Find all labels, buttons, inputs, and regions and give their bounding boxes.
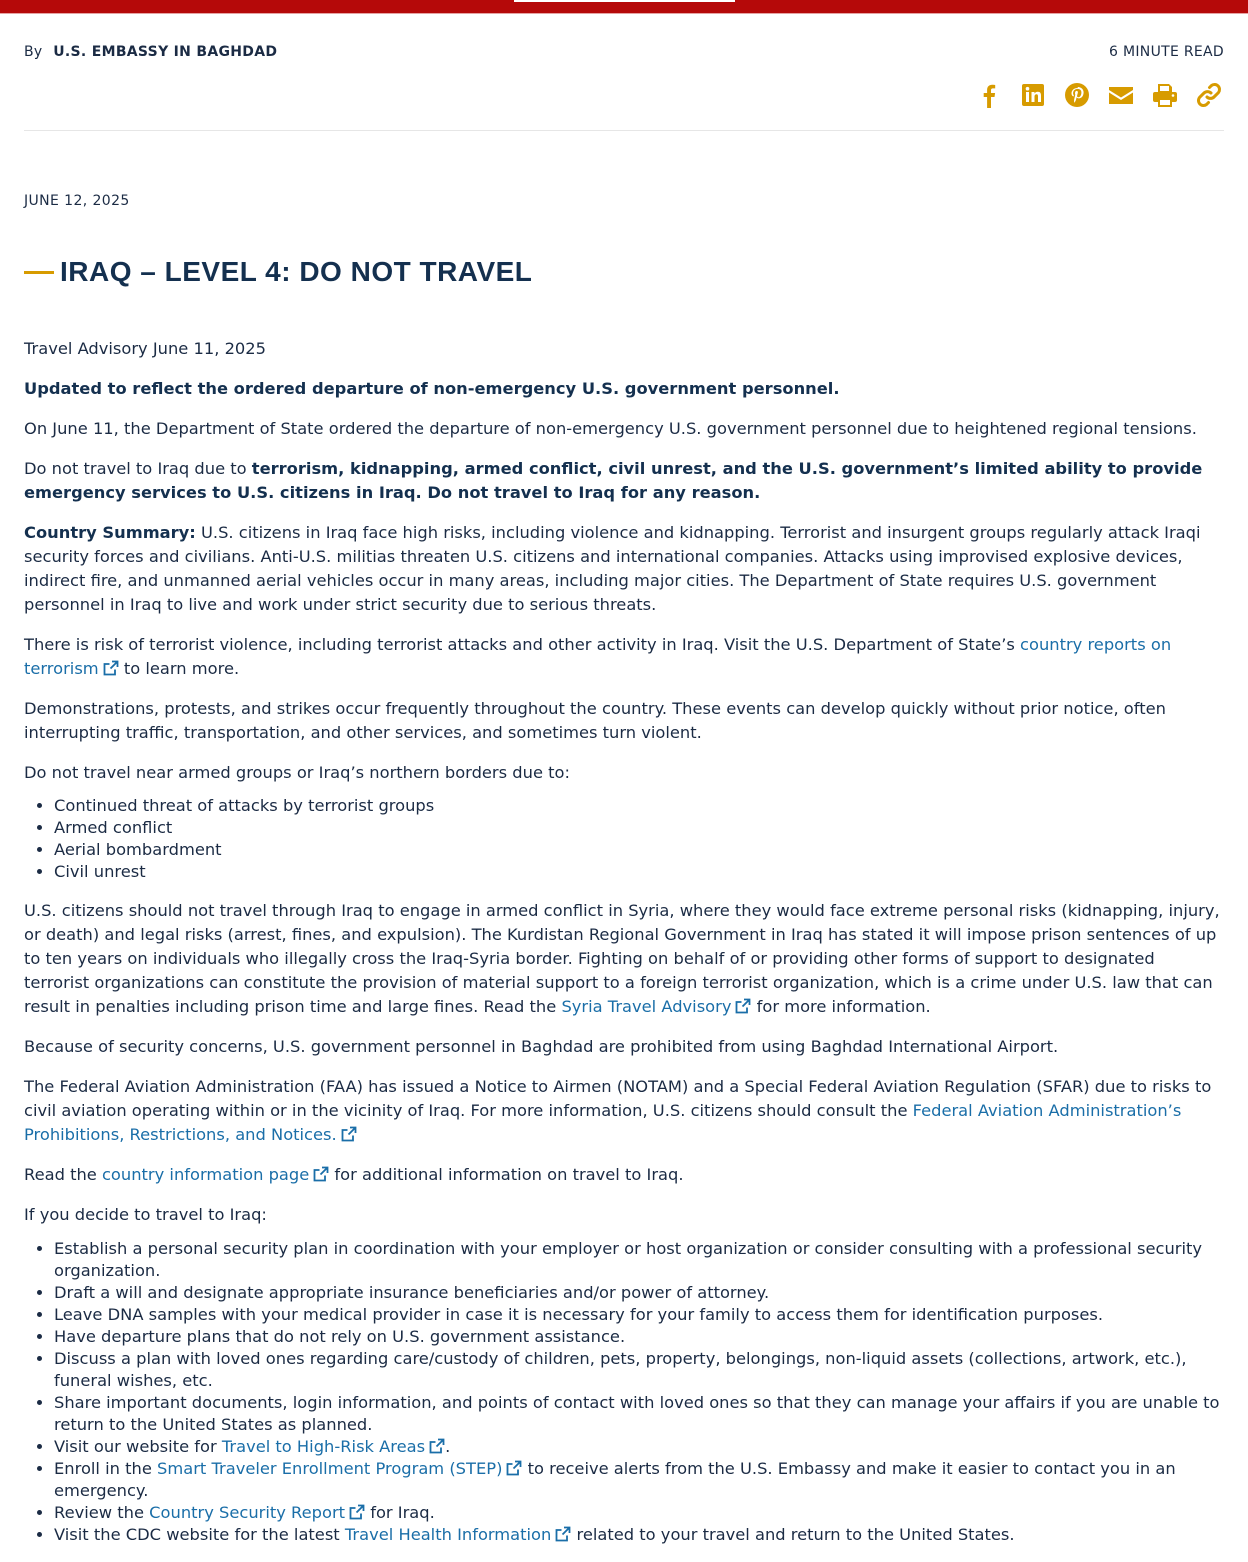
do-not-travel-prefix: Do not travel to Iraq due to [24, 459, 252, 478]
list-item [54, 1436, 1224, 1458]
external-link-icon [103, 660, 119, 676]
security-report-link-text: Country Security Report [149, 1503, 346, 1522]
summary-text: U.S. citizens in Iraq face high risks, including violence and kidnapping. Terrorist and insurgent groups regularly attack Iraqi security forces and civilians. Anti-U.S. militias threaten U.S. citizens and international companies. Attacks using improvised explosive devices, indirect fire, and unmanned aerial vehicles occur in many areas, including major cities. The Department of State requires U.S. government personnel in Iraq to live and work under strict security due to serious threats. [24, 523, 1201, 614]
read-suffix: for additional information on travel to Iraq. [329, 1165, 684, 1184]
list-item: • Continued threat of attacks by terrorist groups [54, 795, 1224, 817]
demonstrations-paragraph: Demonstrations, protests, and strikes occur frequently throughout the country. These events can develop quickly without prior notice, often interrupting traffic, transportation, and other services, and sometimes turn violent. [24, 699, 1166, 742]
list-item: • Share important documents, login information, and points of contact with loved ones so that they can manage your affairs if you are unable to return to the United States as planned. [54, 1392, 1224, 1436]
external-link-icon [735, 998, 751, 1014]
byline [24, 44, 277, 60]
header-divider [24, 130, 1224, 131]
external-link-icon [429, 1438, 445, 1454]
country-summary-paragraph [24, 521, 1224, 617]
syria-suffix: for more information. [751, 997, 931, 1016]
advisory-date: Travel Advisory June 11, 2025 [24, 339, 266, 358]
review-prefix: Review the [54, 1503, 150, 1522]
list-item: • Establish a personal security plan in coordination with your employer or host organization or consider consulting with a professional security organization. [54, 1238, 1224, 1282]
list-item [54, 1524, 1224, 1546]
health-info-link[interactable] [345, 1525, 571, 1544]
high-risk-areas-link[interactable] [222, 1437, 445, 1456]
by-label: By [24, 44, 43, 60]
faa-link-text: Federal Aviation Administration’s Prohibitions, Restrictions, and Notices. [24, 1101, 1182, 1144]
article-body [24, 337, 1224, 1562]
link-icon[interactable] [1194, 80, 1224, 110]
read-time: 6 MINUTE READ [1109, 44, 1224, 60]
update-text: Updated to reflect the ordered departure of non-emergency U.S. government personnel. [24, 379, 840, 398]
read-prefix: Read the [24, 1165, 102, 1184]
step-link-text: Smart Traveler Enrollment Program (STEP) [157, 1459, 503, 1478]
faa-text: The Federal Aviation Administration (FAA) has issued a Notice to Airmen (NOTAM) and a Special Federal Aviation Regulation (SFAR) due to risks to civil aviation operating within or in the vicinity of Iraq. For more information, U.S. citizens should consult the [24, 1077, 1212, 1120]
list-item: • Aerial bombardment [54, 839, 1224, 861]
banner-underline [514, 0, 735, 2]
syria-paragraph [24, 899, 1224, 1019]
summary-label: Country Summary: [24, 523, 196, 542]
borders-intro: Do not travel near armed groups or Iraq’s northern borders due to: [24, 763, 570, 782]
do-not-travel-paragraph [24, 457, 1224, 505]
terror-prefix: There is risk of terrorist violence, including terrorist attacks and other activity in Iraq. Visit the U.S. Department of State’s [24, 635, 1021, 654]
cdc-prefix: Visit the CDC website for the latest [54, 1525, 345, 1544]
terrorism-paragraph [24, 633, 1224, 681]
step-suffix: to receive alerts from the U.S. Embassy and make it easier to contact you in an emergency. [54, 1459, 1176, 1500]
website-prefix: Visit our website for [54, 1437, 222, 1456]
publish-date: JUNE 12, 2025 [24, 193, 130, 209]
faa-paragraph [24, 1075, 1224, 1147]
syria-advisory-link[interactable] [561, 997, 751, 1016]
list-item: • Civil unrest [54, 861, 1224, 883]
list-item [54, 1502, 1224, 1524]
decide-intro: If you decide to travel to Iraq: [24, 1205, 267, 1224]
review-suffix: for Iraq. [365, 1503, 435, 1522]
terror-suffix: to learn more. [118, 659, 240, 678]
list-item: • Discuss a plan with loved ones regarding care/custody of children, pets, property, belongings, non-liquid assets (collections, artwork, etc.), funeral wishes, etc. [54, 1348, 1224, 1392]
high-risk-link-text: Travel to High-Risk Areas [221, 1437, 426, 1456]
do-not-travel-reasons: terrorism, kidnapping, armed conflict, civil unrest, and the U.S. government’s limited ability to provide emergency services to U.S. citizens in Iraq. Do not travel to Iraq for any reason. [24, 459, 1203, 502]
pinterest-icon[interactable] [1062, 80, 1092, 110]
linkedin-icon[interactable] [1018, 80, 1048, 110]
borders-list [24, 795, 1224, 883]
title-accent-dash [24, 271, 54, 274]
syria-link-text: Syria Travel Advisory [561, 997, 732, 1016]
author-link[interactable]: U.S. EMBASSY IN BAGHDAD [53, 44, 278, 60]
decide-list [24, 1238, 1224, 1546]
page-title: IRAQ – LEVEL 4: DO NOT TRAVEL [60, 256, 533, 287]
security-report-link[interactable] [149, 1503, 365, 1522]
print-icon[interactable] [1150, 80, 1180, 110]
external-link-icon [349, 1504, 365, 1520]
country-info-link-text: country information page [101, 1165, 310, 1184]
syria-text: U.S. citizens should not travel through Iraq to engage in armed conflict in Syria, where they would face extreme personal risks (kidnapping, injury, or death) and legal risks (arrest, fines, and expulsion). The Kurdistan Regional Government in Iraq has stated it will impose prison sentences of up to ten years on individuals who illegally cross the Iraq-Syria border. Fighting on behalf of or providing other forms of support to designated terrorist organizations can constitute the provision of material support to a foreign terrorist organization, which is a crime under U.S. law that can result in penalties including prison time and large fines. Read the [24, 901, 1220, 1016]
list-item [54, 1458, 1224, 1502]
terrorism-link-text: country reports on terrorism [24, 635, 1172, 678]
update-notice [24, 377, 1224, 401]
step-link[interactable] [157, 1459, 522, 1478]
email-icon[interactable] [1106, 80, 1136, 110]
cdc-suffix: related to your travel and return to the United States. [571, 1525, 1015, 1544]
top-banner [0, 0, 1248, 14]
list-item: • Leave DNA samples with your medical provider in case it is necessary for your family to access them for identification purposes. [54, 1304, 1224, 1326]
step-prefix: Enroll in the [54, 1459, 158, 1478]
list-item: • Have departure plans that do not rely on U.S. government assistance. [54, 1326, 1224, 1348]
list-item: • Draft a will and designate appropriate insurance beneficiaries and/or power of attorney. [54, 1282, 1224, 1304]
country-info-paragraph [24, 1163, 1224, 1187]
website-suffix: . [445, 1437, 451, 1456]
external-link-icon [555, 1526, 571, 1542]
share-bar [960, 80, 1224, 110]
airport-paragraph: Because of security concerns, U.S. government personnel in Baghdad are prohibited from using Baghdad International Airport. [24, 1037, 1059, 1056]
title-block [24, 256, 532, 288]
external-link-icon [313, 1166, 329, 1182]
external-link-icon [506, 1460, 522, 1476]
list-item: • Armed conflict [54, 817, 1224, 839]
country-info-link[interactable] [102, 1165, 329, 1184]
facebook-icon[interactable] [974, 80, 1004, 110]
health-info-link-text: Travel Health Information [344, 1525, 552, 1544]
ordered-departure-paragraph: On June 11, the Department of State ordered the departure of non-emergency U.S. government personnel due to heightened regional tensions. [24, 419, 1197, 438]
external-link-icon [341, 1126, 357, 1142]
